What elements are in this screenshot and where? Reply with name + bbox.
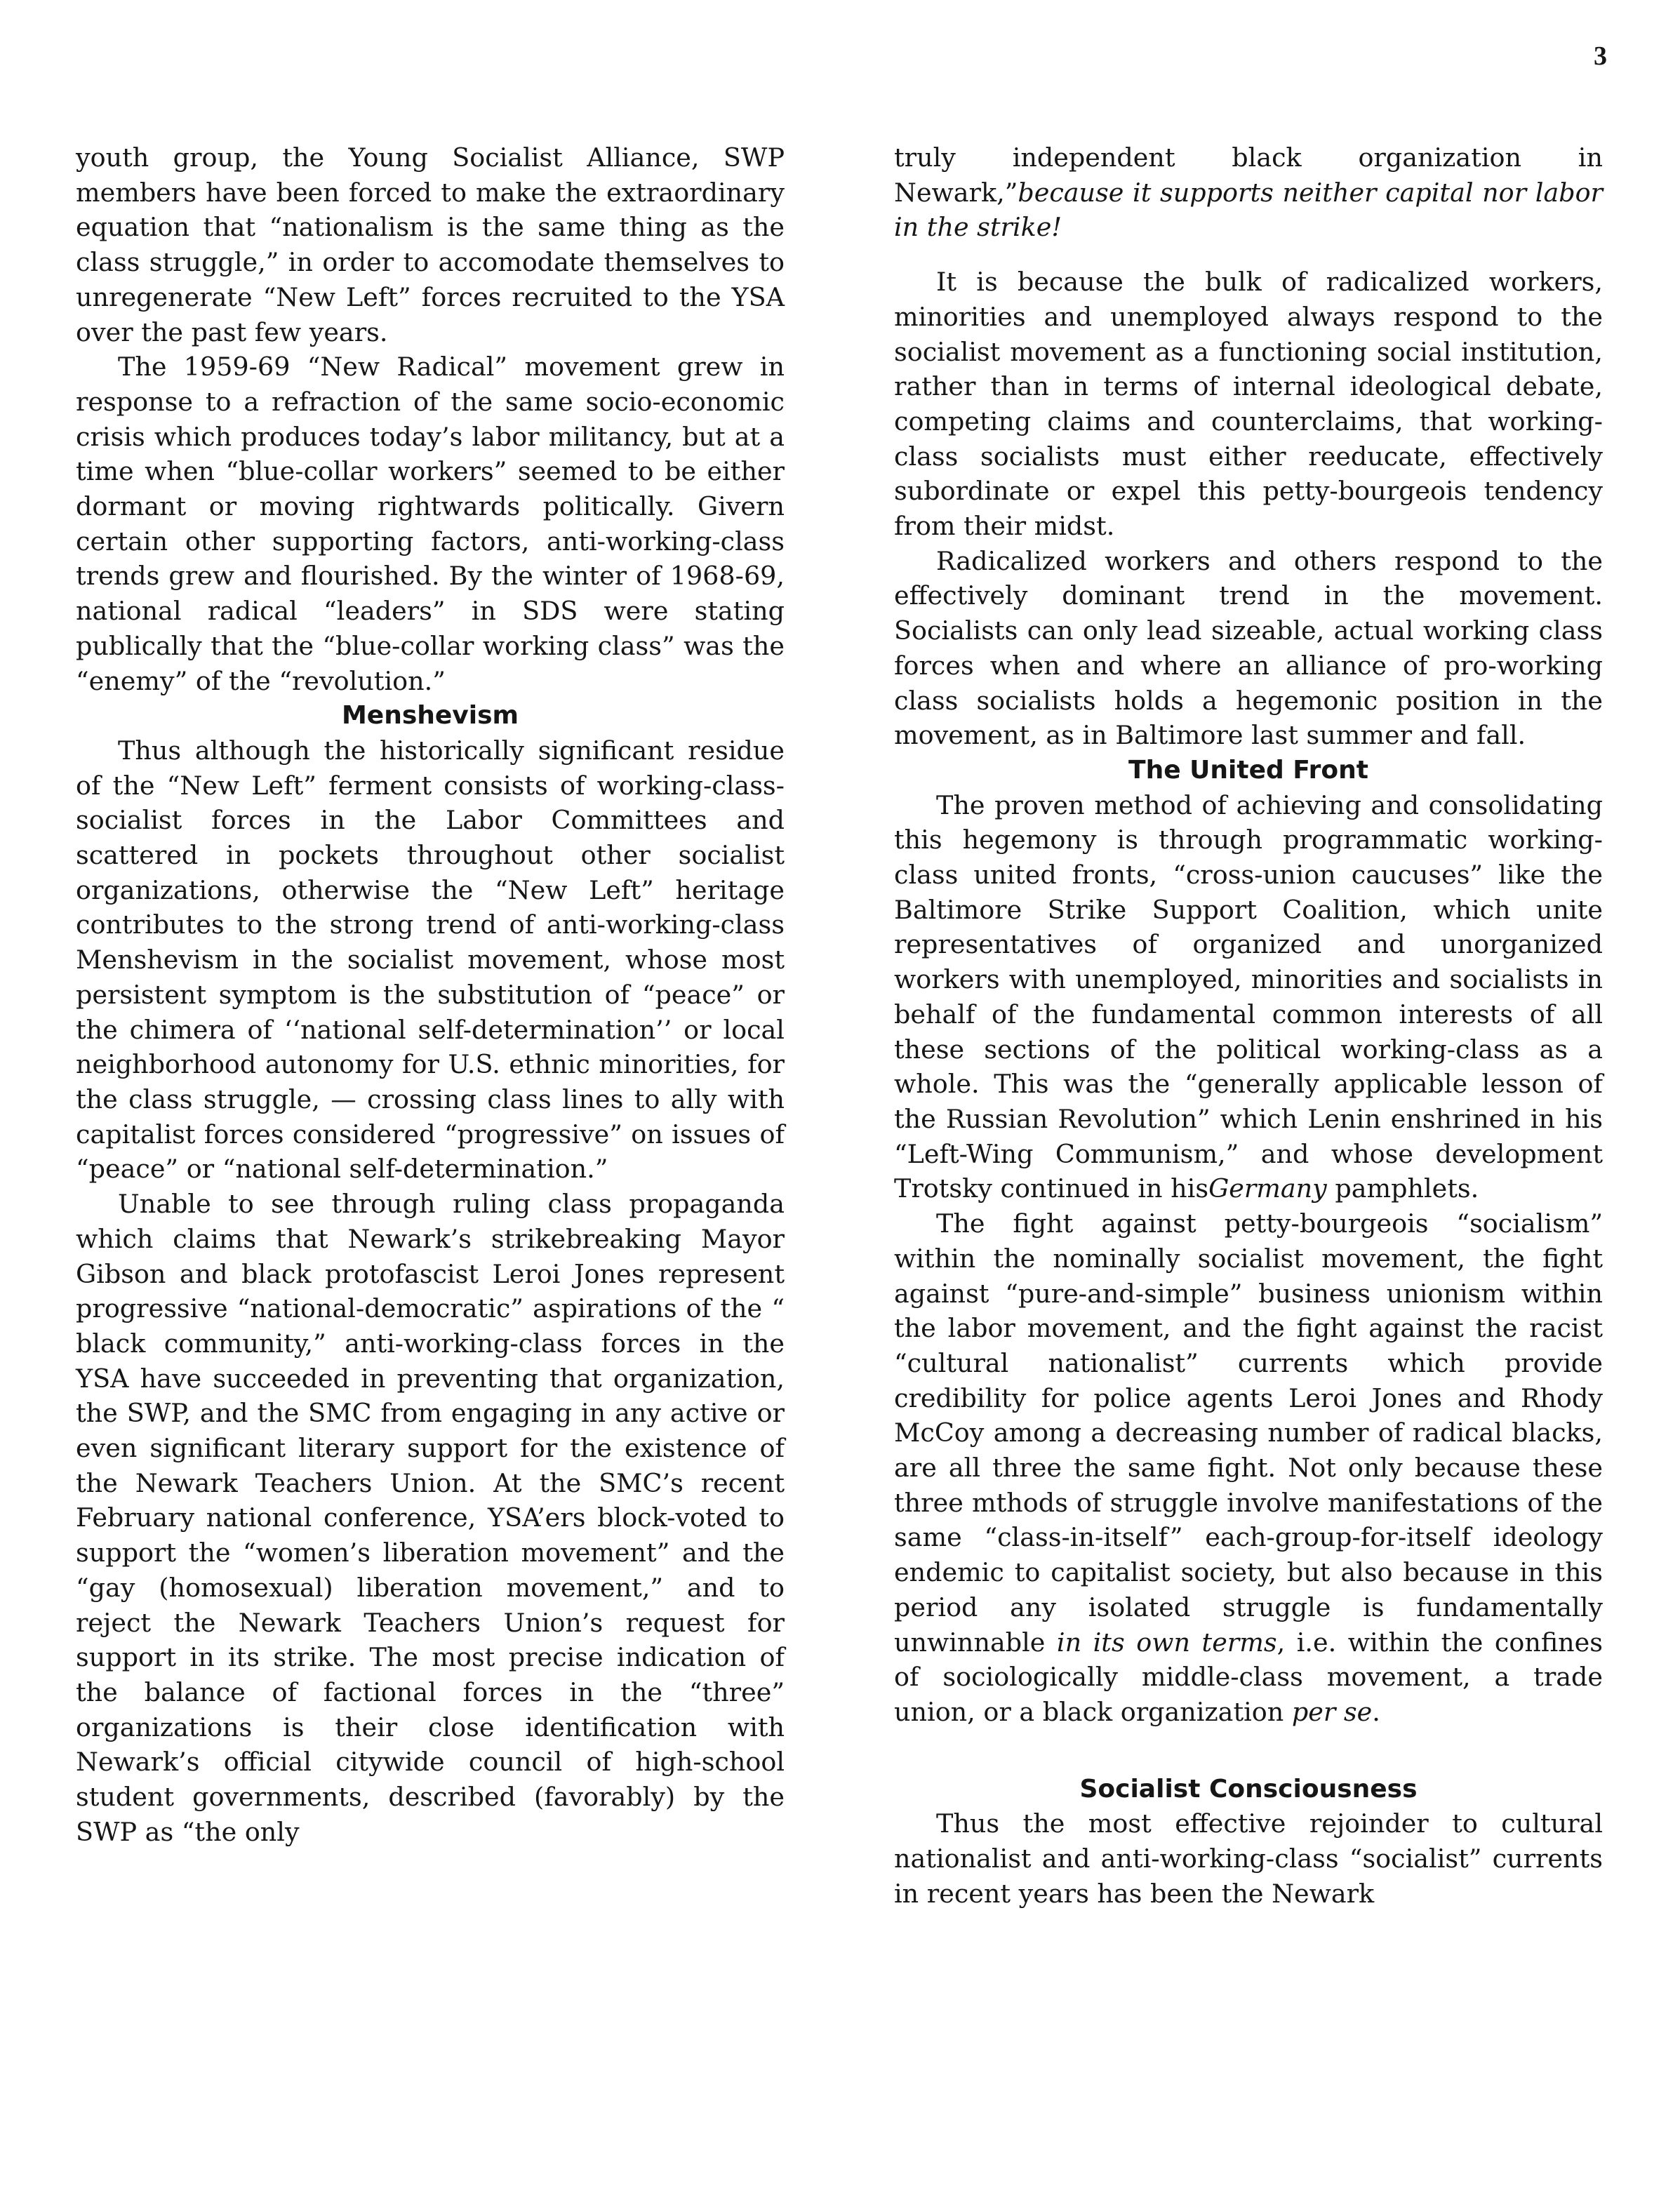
right-column <box>894 140 1603 1911</box>
emphasis-text: Germany <box>1208 1173 1327 1204</box>
paragraph <box>894 140 1603 245</box>
emphasis-text: because it supports neither capital nor labor in the strike! <box>894 177 1603 243</box>
paragraph: The 1959-69 “New Radical” movement grew in response to a refraction of the same socio-economic crisis which produces today’s labor militancy, but at a time when “blue-collar workers” seemed to be either dormant or moving rightwards politically. Givern certain other supporting factors, anti-working-class trends grew and flourished. By the winter of 1968-69, national radical “leaders” in SDS were stating publically that the “blue-collar working class” was the “enemy” of the “revolution.” <box>76 352 785 696</box>
section-heading-united-front: The United Front <box>1128 755 1368 785</box>
paragraph: youth group, the Young Socialist Alliance, SWP members have been forced to make the extraordinary equation that “nationalism is the same thing as the class struggle,” in order to accomodate themselves to unregenerate “New Left” forces recruited to the YSA over the past few years. <box>76 142 785 347</box>
emphasis-text: in its own terms <box>1056 1627 1277 1658</box>
paragraph-text: . <box>1372 1696 1380 1727</box>
paragraph <box>894 788 1603 1206</box>
page-number: 3 <box>1594 41 1607 71</box>
left-column <box>76 140 785 1849</box>
section-heading-socialist-consciousness: Socialist Consciousness <box>1079 1774 1418 1804</box>
paragraph: Unable to see through ruling class propaganda which claims that Newark’s strikebreaking Mayor Gibson and black protofascist Leroi Jones represent progressive “national-democratic” aspirations of the “ black community,” anti-working-class forces in the YSA have succeeded in preventing that organization, the SWP, and the SMC from engaging in any active or even significant literary support for the existence of the Newark Teachers Union. At the SMC’s recent February national conference, YSA’ers block-voted to support the “women’s liberation movement” and the “gay (homosexual) liberation movement,” and to reject the Newark Teachers Union’s request for support in its strike. The most precise indication of the balance of factional forces in the “three” organizations is their close identification with Newark’s official citywide council of high-school student governments, described (favorably) by the SWP as “the only <box>76 1189 785 1847</box>
paragraph: It is because the bulk of radicalized workers, minorities and unemployed always respond to the socialist movement as a functioning social institution, rather than in terms of internal ideological debate, competing claims and counterclaims, that working-class socialists must either reeducate, effectively subordinate or expel this petty-bourgeois tendency from their midst. <box>894 267 1603 542</box>
paragraph: Radicalized workers and others respond to the effectively dominant trend in the movement. Socialists can only lead sizeable, actual working class forces when and where an alliance of pro-working class socialists holds a hegemonic position in the movement, as in Baltimore last summer and fall. <box>894 545 1603 751</box>
paragraph-text: The proven method of achieving and consolidating this hegemony is through programmatic working-class united fronts, “cross-union caucuses” like the Baltimore Strike Support Coalition, which unite representatives of organized and unorganized workers with unemployed, minorities and socialists in behalf of the fundamental common interests of all these sections of the political working-class as a whole. This was the “generally applicable lesson of the Russian Revolution” which Lenin enshrined in his “Left-Wing Communism,” and whose development Trotsky continued in his <box>894 789 1603 1204</box>
paragraph-text: pamphlets. <box>1326 1173 1479 1204</box>
paragraph-text: truly independent black organization in Newark,” <box>894 142 1603 208</box>
paragraph-text: The fight against petty-bourgeois “socialism” within the nominally socialist movement, the fight against “pure-and-simple” business unionism within the labor movement, and the fight against the racist “cultural nationalist” currents which provide credibility for police agents Leroi Jones and Rhody McCoy among a decreasing number of radical blacks, are all three the same fight. Not only because these three mthods of struggle involve manifestations of the same “class-in-itself” each-group-for-itself ideology endemic to capitalist society, but also because in this period any isolated struggle is fundamentally unwinnable <box>894 1208 1603 1658</box>
paragraph <box>894 1206 1603 1730</box>
paragraph-text: , i.e. within the confines of sociologically middle-class movement, a trade union, or a black organization <box>894 1627 1604 1727</box>
paragraph: Thus although the historically significant residue of the “New Left” ferment consists of working-class-socialist forces in the Labor Committees and scattered in pockets throughout other socialist organizations, otherwise the “New Left” heritage contributes to the strong trend of anti-working-class Menshevism in the socialist movement, whose most persistent symptom is the substitution of “peace” or the chimera of ‘‘national self-determination’’ or local neighborhood autonomy for U.S. ethnic minorities, for the class struggle, — crossing class lines to ally with capitalist forces considered “progressive” on issues of “peace” or “national self-determination.” <box>76 735 785 1185</box>
paragraph: Thus the most effective rejoinder to cultural nationalist and anti-working-class “socialist” currents in recent years has been the Newark <box>894 1808 1603 1909</box>
section-heading-menshevism: Menshevism <box>341 701 519 731</box>
emphasis-text: per se <box>1291 1696 1373 1727</box>
